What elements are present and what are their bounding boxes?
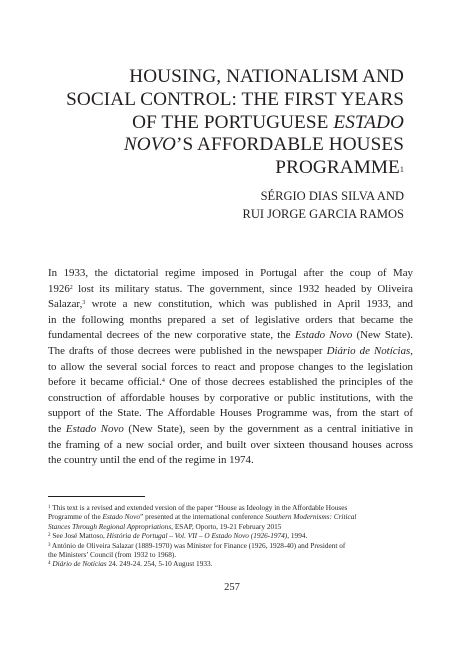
page-number: 257 — [224, 582, 240, 593]
text-line: to allow the several social forces to react and propose changes to the legislation — [48, 360, 413, 373]
authors — [84, 187, 404, 223]
text-line: before it became official.$^4$ One of those decrees established the principles of the — [48, 376, 413, 389]
footnote: $^1$ This text is a revised and extended version of the paper “House as Ideology in the Affordable Houses — [48, 503, 348, 512]
title-line: HOUSING, NATIONALISM AND — [129, 66, 404, 87]
footnote-rule — [48, 496, 145, 497]
author-line: SÉRGIO DIAS SILVA AND — [260, 189, 404, 203]
text-line: 1926$^2$ lost its military status. The government, since 1932 headed by Oliveira — [48, 282, 413, 295]
text-line: fundamental decrees of the new corporative state, the Estado Novo (New State). — [48, 329, 414, 342]
text-line: the country until the end of the regime in 1974. — [48, 454, 254, 467]
title-line: PROGRAMME$^1$ — [275, 157, 404, 179]
footnote-ref[interactable]: 3 — [82, 300, 86, 307]
title-line: NOVO’S AFFORDABLE HOUSES — [123, 134, 404, 156]
text-line: the Estado Novo (New State), seen by the government as a central initiative in — [48, 422, 414, 435]
text-line: the framing of a new social order, and built over sixteen thousand houses across — [48, 438, 413, 451]
text-line: in the following months prepared a set of legislative orders that became the — [48, 313, 413, 326]
title-line: OF THE PORTUGUESE ESTADO — [132, 111, 404, 133]
footnote: $^4$ Diário de Notícias 24. 249-24. 254, 5-10 August 1933. — [48, 559, 213, 569]
footnote: Stances Through Regional Appropriations, ESAP, Oporto, 19-21 February 2015 — [48, 521, 282, 531]
body-text — [48, 266, 413, 469]
footnote-ref[interactable]: 2 — [69, 284, 73, 291]
text-line: The drafts of those decrees were published in the newspaper Diário de Notícias, — [48, 344, 413, 357]
footnote-ref[interactable]: 1 — [399, 165, 404, 175]
footnote: $^3$ António de Oliveira Salazar (1889-1970) was Minister for Finance (1926, 1928-40) and President of — [48, 540, 346, 550]
text-line: Salazar,$^3$ wrote a new constitution, which was published in April 1933, and — [48, 298, 413, 311]
footnote-ref[interactable]: 4 — [161, 378, 165, 385]
article-title — [44, 66, 404, 180]
text-line: support of the State. The Affordable Houses Programme was, from the start of — [48, 407, 413, 420]
footnotes — [48, 503, 414, 569]
footnote: $^2$ See José Mattoso, História de Portugal – Vol. VII – O Estado Novo (1926-1974), 1994. — [48, 531, 308, 541]
footnote: the Ministers’ Council (from 1932 to 1968). — [48, 550, 177, 560]
author-line: RUI JORGE GARCIA RAMOS — [242, 207, 404, 221]
title-line: SOCIAL CONTROL: THE FIRST YEARS — [66, 88, 404, 110]
footnote: Programme of the Estado Novo” presented at the international conference Southern Modernisms: Critical — [48, 512, 357, 522]
text-line: construction of affordable houses by corporative or public institutions, with the — [48, 391, 413, 404]
text-line: In 1933, the dictatorial regime imposed in Portugal after the coup of May — [48, 267, 413, 279]
